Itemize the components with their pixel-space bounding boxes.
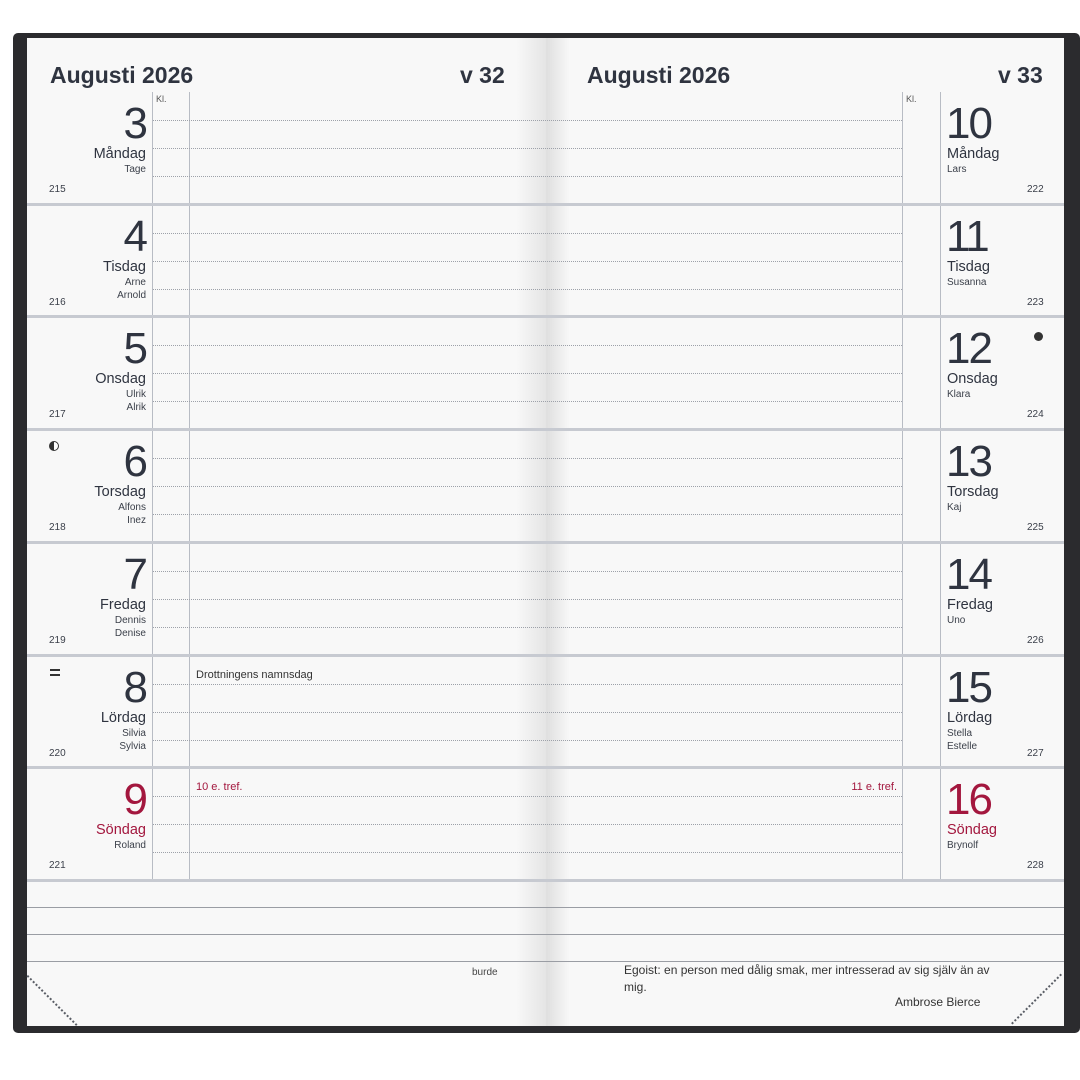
day-of-year: 227 <box>1027 748 1044 759</box>
writing-line <box>153 148 902 149</box>
day-row-separator <box>27 654 1064 657</box>
day-row-separator <box>27 315 1064 318</box>
day-of-year: 228 <box>1027 860 1044 871</box>
right-week-number: v 33 <box>998 62 1043 88</box>
day-of-year: 226 <box>1027 635 1044 646</box>
right-time-label: Kl. <box>906 94 917 104</box>
day-of-year: 221 <box>49 860 66 871</box>
day-number: 8 <box>123 663 146 712</box>
name-day: Alrik <box>126 402 146 413</box>
day-number: 12 <box>946 324 991 373</box>
day-name: Fredag <box>947 597 993 613</box>
writing-line <box>153 233 902 234</box>
day-of-year: 225 <box>1027 522 1044 533</box>
day-number: 4 <box>123 212 146 261</box>
day-number: 3 <box>123 99 146 148</box>
day-number: 16 <box>946 775 991 824</box>
name-day: Arne <box>124 277 146 288</box>
day-row-separator <box>27 879 1064 882</box>
name-day: Alfons <box>118 502 146 513</box>
name-day: Kaj <box>947 502 962 513</box>
right-notes-column-line <box>902 92 903 879</box>
writing-line <box>153 740 902 741</box>
writing-line <box>153 684 902 685</box>
day-number: 5 <box>123 324 146 373</box>
left-page <box>27 38 546 1026</box>
day-of-year: 220 <box>49 748 66 759</box>
day-name: Tisdag <box>947 259 990 275</box>
name-day: Brynolf <box>947 840 979 851</box>
day-number: 7 <box>123 550 146 599</box>
name-day: Tage <box>124 164 146 175</box>
name-day: Stella <box>947 728 973 739</box>
name-day: Silvia <box>122 728 146 739</box>
day-name: Lördag <box>947 710 993 726</box>
day-number: 11 <box>946 212 988 261</box>
name-day: Uno <box>947 615 966 626</box>
writing-line <box>153 571 902 572</box>
day-row-separator <box>27 428 1064 431</box>
writing-line <box>153 345 902 346</box>
day-of-year: 216 <box>49 297 66 308</box>
day-number: 9 <box>123 775 146 824</box>
day-row-separator <box>27 203 1064 206</box>
name-day: Inez <box>127 515 146 526</box>
writing-line <box>153 796 902 797</box>
writing-line <box>153 514 902 515</box>
day-row-separator <box>27 541 1064 544</box>
name-day: Estelle <box>947 741 978 752</box>
right-page <box>546 38 1064 1026</box>
day-of-year: 223 <box>1027 297 1044 308</box>
writing-line <box>153 261 902 262</box>
day-number: 13 <box>946 437 991 486</box>
writing-line <box>153 627 902 628</box>
left-week-number: v 32 <box>460 62 505 88</box>
day-number: 10 <box>946 99 991 148</box>
day-name: Måndag <box>93 146 146 162</box>
notes-line <box>27 934 1064 935</box>
quote-text: Egoist: en person med dålig smak, mer intresserad av sig själv än av mig. <box>624 963 990 994</box>
name-day: Klara <box>947 389 971 400</box>
name-day: Dennis <box>114 615 146 626</box>
day-name: Tisdag <box>103 259 146 275</box>
name-day: Lars <box>947 164 967 175</box>
day-name: Onsdag <box>95 371 146 387</box>
day-number: 6 <box>123 437 146 486</box>
day-of-year: 224 <box>1027 409 1044 420</box>
right-time-column-line <box>940 92 941 879</box>
day-number: 14 <box>946 550 991 599</box>
left-time-label: Kl. <box>156 94 167 104</box>
half-moon-icon <box>49 441 59 451</box>
writing-line <box>153 486 902 487</box>
day-name: Onsdag <box>947 371 998 387</box>
day-of-year: 222 <box>1027 184 1044 195</box>
writing-line <box>153 458 902 459</box>
left-month-title: Augusti 2026 <box>50 62 194 88</box>
day-name: Torsdag <box>947 484 999 500</box>
day-of-year: 217 <box>49 409 66 420</box>
day-of-year: 219 <box>49 635 66 646</box>
name-day: Susanna <box>947 277 987 288</box>
day-row-separator <box>27 766 1064 769</box>
day-name: Torsdag <box>94 484 146 500</box>
day-name: Söndag <box>96 822 146 838</box>
name-day: Roland <box>114 840 146 851</box>
day-of-year: 218 <box>49 522 66 533</box>
quote-author: Ambrose Bierce <box>895 995 981 1009</box>
day-name: Lördag <box>100 710 146 726</box>
writing-line <box>153 599 902 600</box>
day-name: Söndag <box>947 822 997 838</box>
day-of-year: 215 <box>49 184 66 195</box>
writing-line <box>153 401 902 402</box>
day-note: 11 e. tref. <box>851 781 897 793</box>
name-day: Sylvia <box>119 741 146 752</box>
day-name: Måndag <box>947 146 1000 162</box>
page-gutter-shadow <box>516 38 546 1026</box>
name-day: Arnold <box>117 290 146 301</box>
full-moon-icon <box>1034 332 1043 341</box>
day-note: Drottningens namnsdag <box>196 669 313 681</box>
brand-logo: burde <box>472 967 498 978</box>
right-month-title: Augusti 2026 <box>587 62 731 88</box>
flag-icon <box>50 669 60 676</box>
day-note: 10 e. tref. <box>196 781 243 793</box>
writing-line <box>153 289 902 290</box>
writing-line <box>153 373 902 374</box>
writing-line <box>153 176 902 177</box>
writing-line <box>153 712 902 713</box>
notes-line <box>27 907 1064 908</box>
writing-line <box>153 852 902 853</box>
page-gutter-shadow <box>546 38 570 1026</box>
day-number: 15 <box>946 663 991 712</box>
name-day: Denise <box>114 628 146 639</box>
writing-line <box>153 824 902 825</box>
name-day: Ulrik <box>126 389 146 400</box>
day-name: Fredag <box>100 597 146 613</box>
writing-line <box>153 120 902 121</box>
